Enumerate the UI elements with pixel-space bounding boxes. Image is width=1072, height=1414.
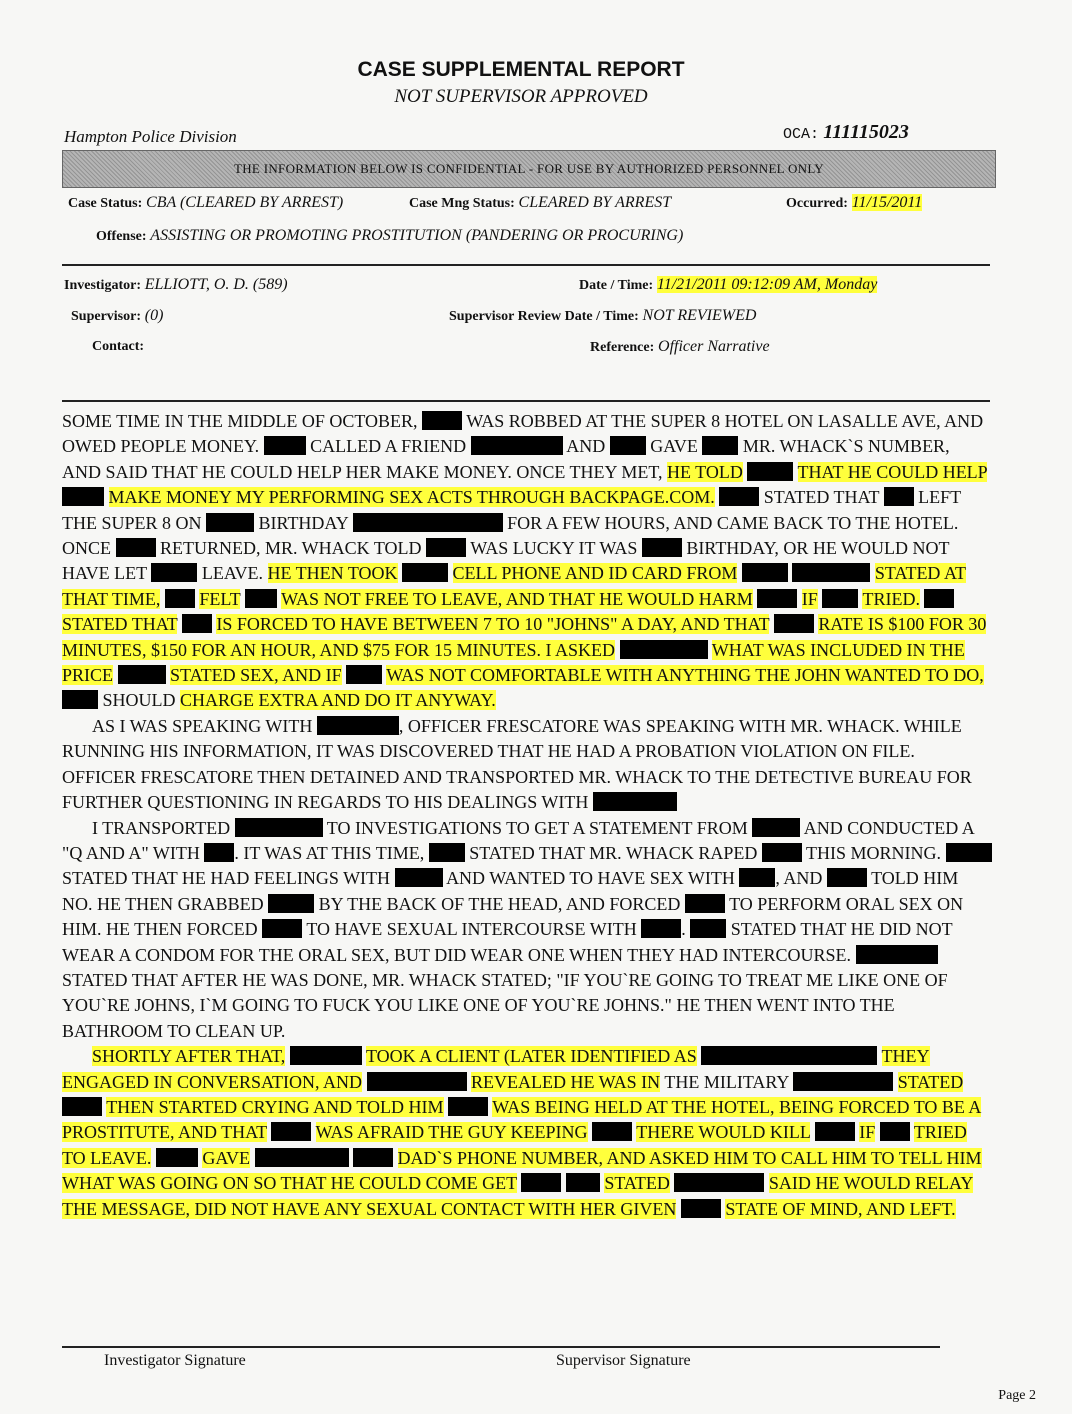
redaction-block bbox=[752, 818, 800, 837]
redaction-block bbox=[747, 462, 793, 481]
redaction-block bbox=[620, 640, 708, 659]
redaction-block bbox=[792, 563, 870, 582]
redaction-block bbox=[165, 589, 195, 608]
redaction-block bbox=[566, 1173, 600, 1192]
divider-top bbox=[62, 264, 990, 266]
signature-line bbox=[62, 1346, 940, 1348]
redaction-block bbox=[681, 1199, 721, 1218]
redaction-block bbox=[271, 1122, 311, 1141]
redaction-block bbox=[235, 818, 323, 837]
redaction-block bbox=[395, 868, 443, 887]
oca-label: OCA: bbox=[783, 126, 820, 143]
redaction-block bbox=[674, 1173, 764, 1192]
redaction-block bbox=[690, 919, 726, 938]
page-number: Page 2 bbox=[998, 1388, 1036, 1403]
narrative-paragraph-4: SHORTLY AFTER THAT, TOOK A CLIENT (LATER IDENTIFIED AS THEY ENGAGED IN CONVERSATION, AND REVEALED HE WAS IN THE MILITARY STATED THEN STARTED CRYING AND TOLD HIM WAS BEING HELD AT THE HOTEL, BEING FORCED TO BE A PROSTITUTE, AND THAT WAS AFRAID THE GUY KEEPING THERE WOULD KILL IF TRIED TO LEAVE. GAVE DAD`S PHONE NUMBER, AND ASKED HIM TO CALL HIM TO TELL HIM WHAT WAS GOING ON SO THAT HE COULD COME GET STATED SAID HE WOULD RELAY THE MESSAGE, DID NOT HAVE ANY SEXUAL CONTACT WITH HER GIVEN STATE OF MIND, AND LEFT. bbox=[62, 1046, 982, 1219]
investigator-label: Investigator: bbox=[64, 278, 141, 293]
supervisor-value: (0) bbox=[144, 307, 164, 324]
redaction-block bbox=[255, 1148, 349, 1167]
case-status bbox=[68, 194, 343, 212]
redaction-block bbox=[822, 589, 858, 608]
redaction-block bbox=[702, 436, 738, 455]
redaction-block bbox=[429, 843, 465, 862]
redaction-block bbox=[353, 1148, 393, 1167]
datetime-value: 11/21/2011 09:12:09 AM, Monday bbox=[656, 276, 878, 293]
oca-number bbox=[783, 121, 909, 144]
redaction-block bbox=[422, 411, 462, 430]
redaction-block bbox=[402, 563, 448, 582]
redaction-block bbox=[346, 665, 382, 684]
redaction-block bbox=[245, 589, 277, 608]
redaction-block bbox=[62, 1097, 102, 1116]
redaction-block bbox=[701, 1046, 877, 1065]
offense-value: ASSISTING OR PROMOTING PROSTITUTION (PANDERING OR PROCURING) bbox=[150, 227, 684, 244]
redaction-block bbox=[62, 690, 98, 709]
redaction-block bbox=[924, 589, 954, 608]
redaction-block bbox=[642, 538, 682, 557]
investigator bbox=[64, 276, 288, 294]
redaction-block bbox=[742, 563, 788, 582]
redaction-block bbox=[739, 868, 775, 887]
redaction-block bbox=[641, 919, 681, 938]
redaction-block bbox=[880, 1122, 910, 1141]
redaction-block bbox=[156, 1148, 198, 1167]
reference-value: Officer Narrative bbox=[658, 338, 770, 355]
redaction-block bbox=[204, 843, 234, 862]
agency-name: Hampton Police Division bbox=[64, 127, 237, 146]
supervisor-label: Supervisor: bbox=[71, 309, 141, 324]
contact bbox=[92, 338, 144, 355]
redaction-block bbox=[262, 919, 302, 938]
redaction-block bbox=[448, 1097, 488, 1116]
investigator-value: ELLIOTT, O. D. (589) bbox=[144, 276, 288, 293]
redaction-block bbox=[268, 894, 314, 913]
redaction-block bbox=[774, 614, 814, 633]
approval-status: NOT SUPERVISOR APPROVED bbox=[394, 86, 648, 107]
redaction-block bbox=[610, 436, 646, 455]
narrative-paragraph-1: SOME TIME IN THE MIDDLE OF OCTOBER, WAS ROBBED AT THE SUPER 8 HOTEL ON LASALLE AVE, AND OWED PEOPLE MONEY. CALLED A FRIEND AND GAVE MR. WHACK`S NUMBER, AND SAID THAT HE COULD HELP HER MAKE MONEY. ONCE THEY MET, HE TOLD THAT HE COULD HELP MAKE MONEY MY PERFORMING SEX ACTS THROUGH BACKPAGE.COM. STATED THAT LEFT THE SUPER 8 ON BIRTHDAY FOR A FEW HOURS, AND CAME BACK TO THE HOTEL. ONCE RETURNED, MR. WHACK TOLD WAS LUCKY IT WAS BIRTHDAY, OR HE WOULD NOT HAVE LET LEAVE. HE THEN TOOK CELL PHONE AND ID CARD FROM STATED AT THAT TIME, FELT WAS NOT FREE TO LEAVE, AND THAT HE WOULD HARM IF TRIED. STATED THAT IS FORCED TO HAVE BETWEEN 7 TO 10 "JOHNS" A DAY, AND THAT RATE IS $100 FOR 30 MINUTES, $150 FOR AN HOUR, AND $75 FOR 15 MINUTES. I ASKED WHAT WAS INCLUDED IN THE PRICE STATED SEX, AND IF WAS NOT COMFORTABLE WITH ANYTHING THE JOHN WANTED TO DO, SHOULD CHARGE EXTRA AND DO IT ANYWAY. bbox=[62, 411, 988, 711]
narrative-paragraph-3: I TRANSPORTED TO INVESTIGATIONS TO GET A STATEMENT FROM AND CONDUCTED A "Q AND A" WITH . IT WAS AT THIS TIME, STATED THAT MR. WHACK RAPED THIS MORNING. STATED THAT HE HAD FEELINGS WITH AND WANTED TO HAVE SEX WITH , AND TOLD HIM NO. HE THEN GRABBED BY THE BACK OF THE HEAD, AND FORCED TO PERFORM ORAL SEX ON HIM. HE THEN FORCED TO HAVE SEXUAL INTERCOURSE WITH . STATED THAT HE DID NOT WEAR A CONDOM FOR THE ORAL SEX, BUT DID WEAR ONE WHEN THEY HAD INTERCOURSE. STATED THAT AFTER HE WAS DONE, MR. WHACK STATED; "IF YOU`RE GOING TO TREAT ME LIKE ONE OF YOU`RE JOHNS, I`M GOING TO FUCK YOU LIKE ONE OF YOU`RE JOHNS." HE THEN WENT INTO THE BATHROOM TO CLEAN UP. bbox=[62, 816, 992, 1045]
redaction-block bbox=[471, 436, 563, 455]
divider-narrative bbox=[62, 400, 990, 402]
review-value: NOT REVIEWED bbox=[642, 307, 757, 324]
redaction-block bbox=[815, 1122, 855, 1141]
redaction-block bbox=[367, 1072, 467, 1091]
redaction-block bbox=[593, 792, 677, 811]
redaction-block bbox=[264, 436, 306, 455]
supervisor-review bbox=[449, 307, 756, 325]
report-datetime bbox=[579, 276, 877, 294]
occurred-label: Occurred: bbox=[786, 196, 848, 211]
case-status-label: Case Status: bbox=[68, 196, 143, 211]
redaction-block bbox=[426, 538, 466, 557]
redaction-block bbox=[206, 513, 254, 532]
supervisor-signature-label: Supervisor Signature bbox=[556, 1352, 691, 1369]
redaction-block bbox=[118, 665, 166, 684]
redaction-block bbox=[827, 868, 867, 887]
redaction-block bbox=[757, 589, 797, 608]
redaction-block bbox=[946, 843, 992, 862]
redaction-block bbox=[762, 843, 802, 862]
case-status-value: CBA (CLEARED BY ARREST) bbox=[146, 194, 344, 211]
redaction-block bbox=[884, 487, 914, 506]
redaction-block bbox=[317, 716, 399, 735]
case-mng-status-label: Case Mng Status: bbox=[409, 196, 515, 211]
offense bbox=[96, 227, 683, 245]
redaction-block bbox=[182, 614, 212, 633]
confidential-banner: THE INFORMATION BELOW IS CONFIDENTIAL - FOR USE BY AUTHORIZED PERSONNEL ONLY bbox=[62, 150, 996, 188]
redaction-block bbox=[793, 1072, 893, 1091]
occurred bbox=[786, 194, 922, 212]
redaction-block bbox=[151, 563, 197, 582]
reference bbox=[590, 338, 770, 356]
datetime-label: Date / Time: bbox=[579, 278, 654, 293]
redaction-block bbox=[62, 487, 104, 506]
occurred-value: 11/15/2011 bbox=[851, 194, 923, 211]
review-label: Supervisor Review Date / Time: bbox=[449, 309, 639, 324]
oca-value: 111115023 bbox=[823, 121, 909, 143]
redaction-block bbox=[685, 894, 725, 913]
supervisor bbox=[71, 307, 163, 325]
redaction-block bbox=[856, 945, 938, 964]
redaction-block bbox=[719, 487, 759, 506]
redaction-block bbox=[116, 538, 156, 557]
redaction-block bbox=[290, 1046, 362, 1065]
redaction-block bbox=[353, 513, 503, 532]
case-mng-status bbox=[409, 194, 671, 212]
contact-label: Contact: bbox=[92, 339, 145, 354]
report-title: CASE SUPPLEMENTAL REPORT bbox=[357, 58, 685, 81]
case-mng-status-value: CLEARED BY ARREST bbox=[518, 194, 672, 211]
reference-label: Reference: bbox=[590, 340, 655, 355]
officer-narrative bbox=[62, 409, 992, 1222]
redaction-block bbox=[592, 1122, 632, 1141]
redaction-block bbox=[521, 1173, 561, 1192]
offense-label: Offense: bbox=[96, 229, 147, 244]
investigator-signature-label: Investigator Signature bbox=[104, 1352, 246, 1369]
narrative-paragraph-2: AS I WAS SPEAKING WITH , OFFICER FRESCATORE WAS SPEAKING WITH MR. WHACK. WHILE RUNNING HIS INFORMATION, IT WAS DISCOVERED THAT HE HAD A PROBATION VIOLATION ON FILE. OFFICER FRESCATORE THEN DETAINED AND TRANSPORTED MR. WHACK TO THE DETECTIVE BUREAU FOR FURTHER QUESTIONING IN REGARDS TO HIS DEALINGS WITH bbox=[62, 715, 972, 813]
